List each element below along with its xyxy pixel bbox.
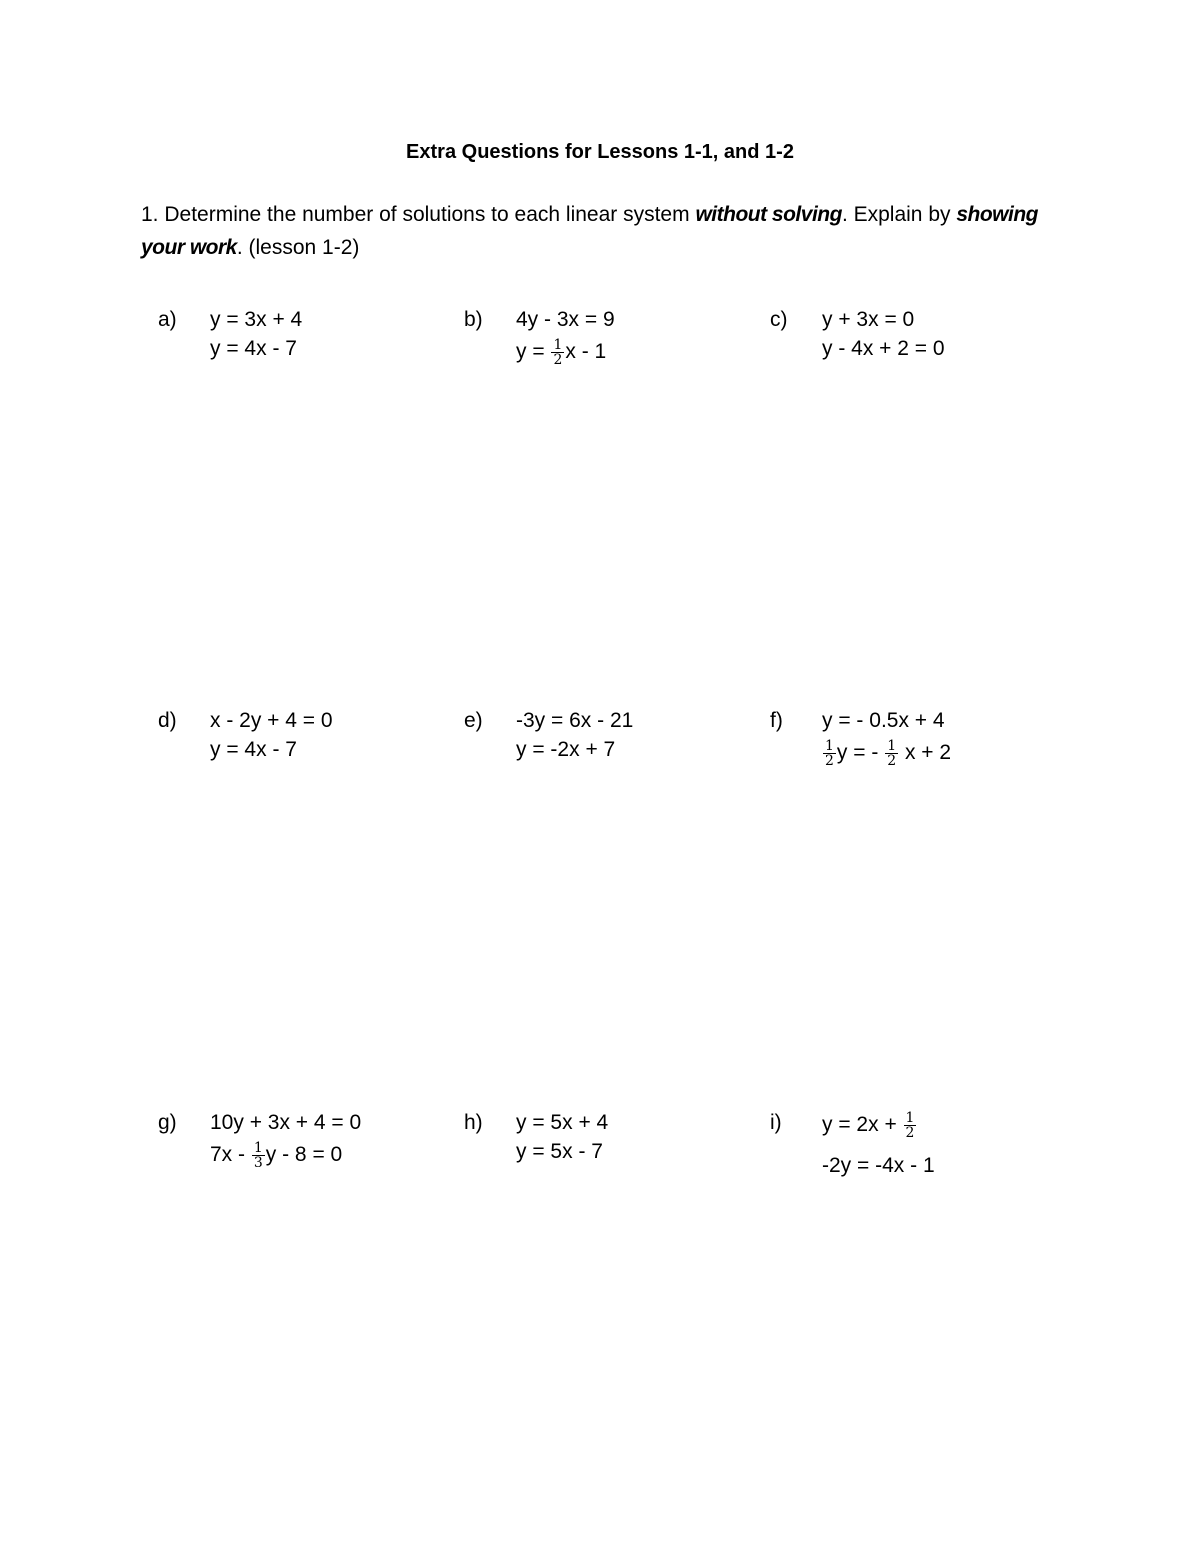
- equation-1: x - 2y + 4 = 0: [210, 709, 333, 732]
- instruction-middle: . Explain by: [841, 203, 957, 226]
- instruction-emphasis-without-solving: without solving: [695, 203, 842, 226]
- instruction-text: [141, 198, 1071, 264]
- fraction: $\frac{1}{3}$: [253, 1140, 263, 1171]
- equation-2: y = -2x + 7: [516, 738, 616, 761]
- instruction-suffix: . (lesson 1-2): [236, 236, 360, 259]
- problem-label: b): [464, 308, 483, 331]
- equation-2: $\frac{1}{2}$ y = - $\frac{1}{2}$ x + 2: [825, 738, 952, 769]
- instruction-prefix: 1. Determine the number of solutions to each linear system: [141, 203, 696, 226]
- fraction: $\frac{1}{2}$: [825, 738, 834, 769]
- page-title: Extra Questions for Lessons 1-1, and 1-2: [406, 141, 794, 163]
- problem-label: f): [770, 709, 783, 732]
- equation-2: y = 4x - 7: [210, 738, 297, 761]
- equation-1: y + 3x = 0: [822, 308, 915, 331]
- equation-2: y = 4x - 7: [210, 337, 297, 360]
- equation-2: 7x - $\frac{1}{3}$ y - 8 = 0: [210, 1140, 343, 1171]
- problem-label: i): [770, 1111, 782, 1134]
- equation-1: 4y - 3x = 9: [516, 308, 615, 331]
- equation-2: -2y = -4x - 1: [822, 1154, 935, 1177]
- fraction: $\frac{1}{2}$: [905, 1110, 915, 1141]
- equation-1: 10y + 3x + 4 = 0: [210, 1111, 362, 1134]
- problem-label: h): [464, 1111, 483, 1134]
- problem-label: d): [158, 709, 177, 732]
- problem-label: e): [464, 709, 483, 732]
- problem-label: c): [770, 308, 788, 331]
- equation-2: y = $\frac{1}{2}$ x - 1: [516, 337, 607, 368]
- equation-1: -3y = 6x - 21: [516, 709, 634, 732]
- equation-1: y = 5x + 4: [516, 1111, 609, 1134]
- fraction: $\frac{1}{2}$: [553, 337, 563, 368]
- instruction-emphasis-showing-work: showing your work: [141, 203, 1039, 259]
- problem-label: g): [158, 1111, 177, 1134]
- equation-2: y = 5x - 7: [516, 1140, 603, 1163]
- fraction: $\frac{1}{2}$: [887, 738, 897, 769]
- equation-1: y = - 0.5x + 4: [822, 709, 945, 732]
- equation-1: y = 2x + $\frac{1}{2}$: [822, 1110, 915, 1141]
- problem-label: a): [158, 308, 177, 331]
- equation-2: y - 4x + 2 = 0: [822, 337, 945, 360]
- equation-1: y = 3x + 4: [210, 308, 303, 331]
